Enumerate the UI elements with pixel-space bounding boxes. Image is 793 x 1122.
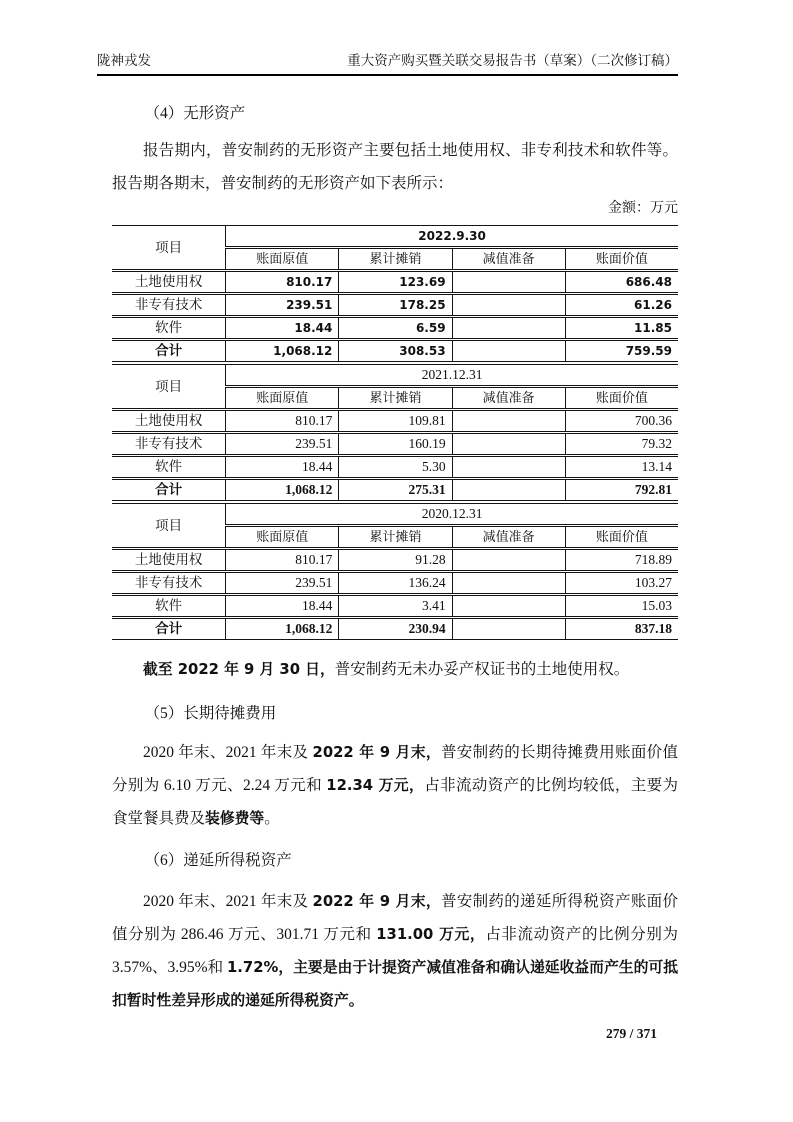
table-row	[112, 317, 678, 339]
row-label-cell: 土地使用权	[112, 410, 225, 432]
text-run: 1.72%，主要是由于计提资产减值准备和确认递延收益而产生的可抵扣暂时性差异形成的递延所得税资产。	[112, 959, 678, 1009]
period-date-header: 2021.12.31	[225, 364, 678, 386]
text-run: 2020 年末、2021 年末及	[143, 893, 313, 910]
text-run: 131.00 万元，	[376, 926, 486, 943]
period-date-header: 2020.12.31	[225, 503, 678, 525]
table-row	[112, 271, 678, 293]
table-column-header: 减值准备	[452, 248, 565, 270]
value-cell: 810.17	[225, 271, 338, 293]
table-row	[112, 618, 678, 640]
table-column-header: 账面原值	[225, 526, 338, 548]
value-cell: 239.51	[225, 433, 338, 455]
value-cell: 103.27	[565, 572, 678, 594]
row-label-cell: 非专有技术	[112, 433, 225, 455]
value-cell	[452, 456, 565, 478]
row-label-cell: 合计	[112, 340, 225, 362]
value-cell: 61.26	[565, 294, 678, 316]
text-run: 。	[264, 810, 280, 827]
value-cell: 810.17	[225, 410, 338, 432]
table-column-header: 累计摊销	[338, 248, 451, 270]
paragraph-long-term-deferred-expenses	[112, 736, 678, 835]
value-cell: 810.17	[225, 549, 338, 571]
amount-unit-note: 金额：万元	[608, 201, 678, 216]
value-cell: 837.18	[565, 618, 678, 640]
value-cell	[452, 317, 565, 339]
table-column-header: 减值准备	[452, 526, 565, 548]
paragraph-intangible-assets-intro: 报告期内，普安制药的无形资产主要包括土地使用权、非专利技术和软件等。报告期各期末，普安制药的无形资产如下表所示：	[112, 142, 678, 192]
table-row	[112, 479, 678, 501]
financial-table	[112, 363, 678, 502]
value-cell: 18.44	[225, 317, 338, 339]
value-cell	[452, 340, 565, 362]
table-row	[112, 294, 678, 316]
text-run: 普安制药无未办妥产权证书的土地使用权。	[334, 661, 630, 678]
page-content	[112, 88, 678, 1017]
table-row	[112, 549, 678, 571]
item-column-header: 项目	[112, 503, 225, 548]
section-heading-long-term-deferred-expenses: （5）长期待摊费用	[144, 705, 277, 722]
value-cell	[452, 595, 565, 617]
table-column-header: 账面价值	[565, 526, 678, 548]
page-number: 279 / 371	[605, 1026, 657, 1041]
value-cell: 792.81	[565, 479, 678, 501]
text-run: 12.34 万元，	[326, 777, 425, 794]
text-run: 占非流动资产的比例均较低，主要为食堂餐具费及	[112, 777, 678, 827]
row-label-cell: 软件	[112, 456, 225, 478]
row-label-cell: 合计	[112, 479, 225, 501]
table-column-header: 减值准备	[452, 387, 565, 409]
value-cell: 308.53	[338, 340, 451, 362]
table-row	[112, 433, 678, 455]
table-row	[112, 456, 678, 478]
financial-table	[112, 502, 678, 641]
row-label-cell: 软件	[112, 595, 225, 617]
financial-table	[112, 224, 678, 363]
table-row	[112, 340, 678, 362]
header-report-title: 重大资产购买暨关联交易报告书（草案）（二次修订稿）	[347, 53, 678, 68]
section-heading-intangible-assets: （4）无形资产	[144, 105, 246, 122]
row-label-cell: 非专有技术	[112, 294, 225, 316]
value-cell: 3.41	[338, 595, 451, 617]
table-date-row	[112, 503, 678, 525]
intangible-assets-table-2021	[112, 363, 678, 502]
value-cell: 6.59	[338, 317, 451, 339]
row-label-cell: 软件	[112, 317, 225, 339]
header-company-name: 陇神戎发	[97, 53, 151, 68]
intangible-assets-table-2022	[112, 224, 678, 363]
text-run: 装修费等	[205, 810, 265, 827]
value-cell: 15.03	[565, 595, 678, 617]
value-cell: 759.59	[565, 340, 678, 362]
text-run: 2022 年 9 月末，	[312, 744, 441, 761]
paragraph-deferred-tax-assets	[112, 885, 678, 1017]
row-label-cell: 土地使用权	[112, 549, 225, 571]
value-cell: 178.25	[338, 294, 451, 316]
value-cell: 160.19	[338, 433, 451, 455]
section-heading-deferred-tax-assets: （6）递延所得税资产	[144, 852, 292, 869]
value-cell: 686.48	[565, 271, 678, 293]
value-cell: 91.28	[338, 549, 451, 571]
value-cell	[452, 433, 565, 455]
table-column-header: 累计摊销	[338, 387, 451, 409]
value-cell: 239.51	[225, 294, 338, 316]
table-column-header: 账面原值	[225, 387, 338, 409]
value-cell: 13.14	[565, 456, 678, 478]
value-cell: 18.44	[225, 456, 338, 478]
row-label-cell: 土地使用权	[112, 271, 225, 293]
table-column-header: 累计摊销	[338, 526, 451, 548]
page-header	[97, 52, 678, 76]
text-run: 截至 2022 年 9 月 30 日，	[143, 661, 335, 678]
paragraph-land-use-right-note	[112, 653, 678, 686]
value-cell	[452, 572, 565, 594]
table-column-header: 账面价值	[565, 248, 678, 270]
value-cell: 718.89	[565, 549, 678, 571]
value-cell: 700.36	[565, 410, 678, 432]
table-column-header: 账面原值	[225, 248, 338, 270]
text-run: 占非流动资产的比例分别为 3.57%、3.95%和	[112, 926, 678, 976]
table-row	[112, 410, 678, 432]
value-cell: 5.30	[338, 456, 451, 478]
text-run: 2020 年末、2021 年末及	[143, 744, 313, 761]
value-cell: 79.32	[565, 433, 678, 455]
intangible-assets-table-2020	[112, 502, 678, 641]
value-cell	[452, 271, 565, 293]
value-cell: 11.85	[565, 317, 678, 339]
value-cell: 109.81	[338, 410, 451, 432]
row-label-cell: 非专有技术	[112, 572, 225, 594]
value-cell	[452, 549, 565, 571]
value-cell: 18.44	[225, 595, 338, 617]
row-label-cell: 合计	[112, 618, 225, 640]
table-row	[112, 572, 678, 594]
value-cell: 230.94	[338, 618, 451, 640]
value-cell: 123.69	[338, 271, 451, 293]
text-run: 普安制药的长期待摊费用账面价值分别为 6.10 万元、2.24 万元和	[112, 744, 678, 794]
value-cell: 1,068.12	[225, 618, 338, 640]
text-run: 2022 年 9 月末，	[312, 893, 441, 910]
value-cell: 239.51	[225, 572, 338, 594]
value-cell: 1,068.12	[225, 479, 338, 501]
table-column-header: 账面价值	[565, 387, 678, 409]
table-row	[112, 595, 678, 617]
table-date-row	[112, 364, 678, 386]
item-column-header: 项目	[112, 364, 225, 409]
period-date-header: 2022.9.30	[225, 225, 678, 247]
table-date-row	[112, 225, 678, 247]
value-cell	[452, 618, 565, 640]
value-cell	[452, 479, 565, 501]
value-cell	[452, 410, 565, 432]
text-run: 普安制药的递延所得税资产账面价值分别为 286.46 万元、301.71 万元和	[112, 893, 678, 943]
value-cell: 136.24	[338, 572, 451, 594]
value-cell: 1,068.12	[225, 340, 338, 362]
item-column-header: 项目	[112, 225, 225, 270]
value-cell: 275.31	[338, 479, 451, 501]
value-cell	[452, 294, 565, 316]
